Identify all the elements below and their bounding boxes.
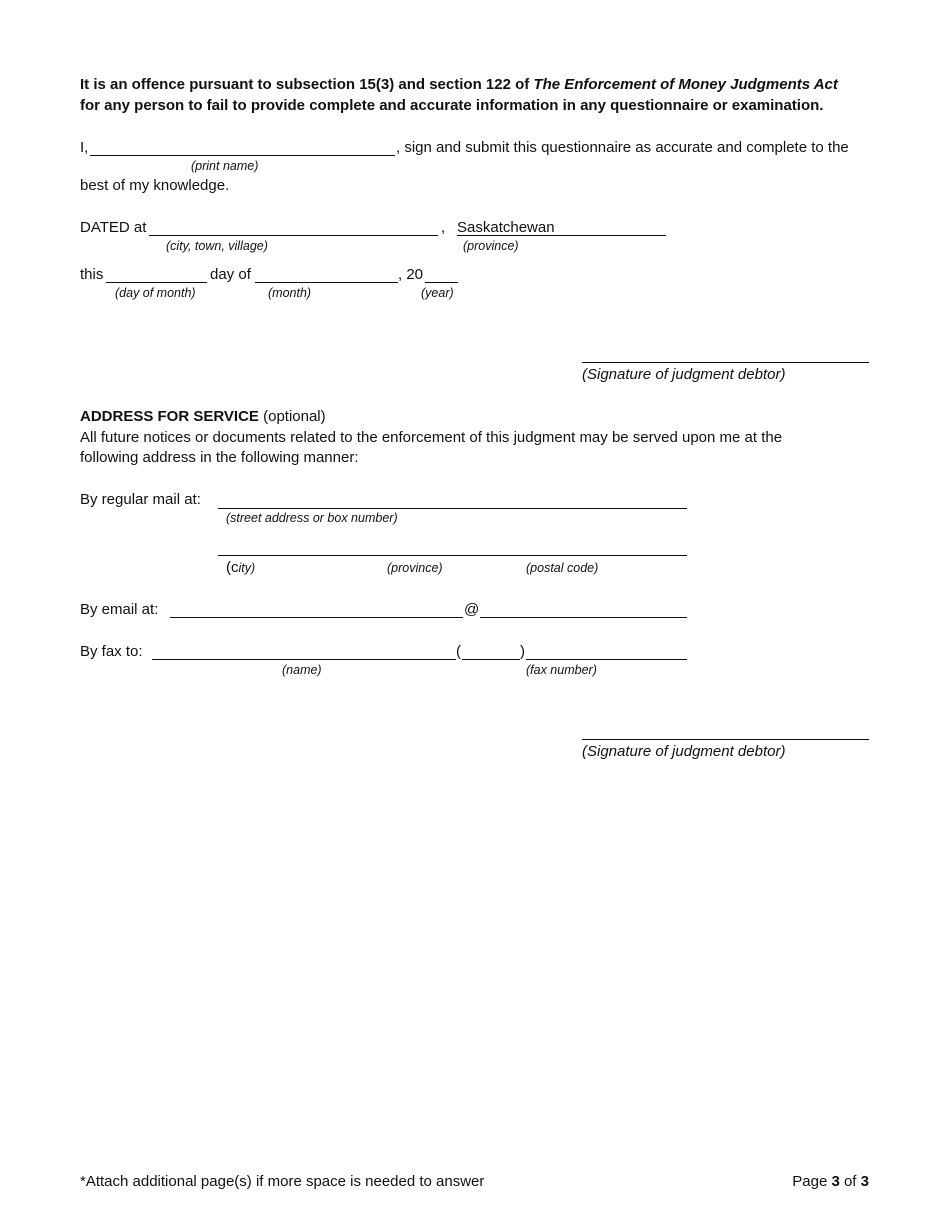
day-caption: (day of month)	[115, 286, 196, 300]
offence-statement	[80, 76, 838, 93]
page-current: 3	[831, 1173, 840, 1190]
offence-statement-line2: for any person to fail to provide complete and accurate information in any questionnaire or examination.	[80, 97, 824, 114]
province-value: Saskatchewan	[457, 219, 555, 236]
city-caption: (city, town, village)	[166, 239, 268, 253]
print-name-field[interactable]	[90, 155, 395, 156]
this-label: this	[80, 266, 104, 283]
day-of-label: day of	[210, 266, 251, 283]
declaration-continuation: best of my knowledge.	[80, 177, 230, 194]
year-field[interactable]	[425, 282, 458, 283]
mail-province-caption: (province)	[387, 561, 443, 575]
signature-caption-2: (Signature of judgment debtor)	[582, 743, 786, 760]
page-total: 3	[860, 1173, 869, 1190]
fax-area-code-field[interactable]	[462, 659, 520, 660]
signature-caption-1: (Signature of judgment debtor)	[582, 366, 786, 383]
signature-field-2[interactable]	[582, 739, 869, 740]
address-text-2: following address in the following manner:	[80, 449, 359, 466]
address-heading-text: ADDRESS FOR SERVICE	[80, 408, 259, 425]
address-heading	[80, 408, 326, 425]
footer-note: *Attach additional page(s) if more space is needed to answer	[80, 1173, 485, 1190]
city-province-postal-field[interactable]	[218, 555, 687, 556]
day-field[interactable]	[106, 282, 207, 283]
signature-field-1[interactable]	[582, 362, 869, 363]
page-number	[792, 1173, 869, 1190]
year-caption: (year)	[421, 286, 454, 300]
city-caption-text: ity)	[238, 561, 256, 575]
fax-label: By fax to:	[80, 643, 143, 660]
dated-label: DATED at	[80, 219, 147, 236]
dated-comma: ,	[441, 219, 446, 236]
fax-name-caption: (name)	[282, 663, 322, 677]
offence-text: It is an offence pursuant to subsection 15(3) and section 122 of	[80, 76, 534, 93]
fax-name-field[interactable]	[152, 659, 456, 660]
page-of-label: of	[839, 1173, 861, 1190]
street-field[interactable]	[218, 508, 687, 509]
print-name-caption: (print name)	[191, 159, 259, 173]
city-field[interactable]	[149, 235, 438, 236]
year-prefix: , 20	[398, 266, 424, 283]
mail-label: By regular mail at:	[80, 491, 201, 508]
email-domain-field[interactable]	[480, 617, 687, 618]
fax-number-field[interactable]	[526, 659, 687, 660]
mail-city-caption	[226, 559, 255, 576]
month-caption: (month)	[268, 286, 312, 300]
email-user-field[interactable]	[170, 617, 463, 618]
fax-number-caption: (fax number)	[526, 663, 597, 677]
address-text-1: All future notices or documents related to the enforcement of this judgment may be served upon me at the	[80, 429, 783, 446]
page-label: Page	[792, 1173, 832, 1190]
declaration-suffix: , sign and submit this questionnaire as accurate and complete to the	[396, 139, 849, 156]
address-optional: (optional)	[258, 408, 326, 425]
at-sign: @	[464, 601, 480, 618]
email-label: By email at:	[80, 601, 159, 618]
city-paren: (c	[226, 559, 239, 576]
month-field[interactable]	[255, 282, 398, 283]
street-caption: (street address or box number)	[226, 511, 398, 525]
postal-code-caption: (postal code)	[526, 561, 599, 575]
act-title: The Enforcement of Money Judgments Act	[533, 76, 838, 93]
declaration-prefix: I,	[80, 139, 89, 156]
fax-open-paren: (	[456, 643, 461, 660]
fax-close-paren: )	[520, 643, 525, 660]
province-caption: (province)	[463, 239, 519, 253]
